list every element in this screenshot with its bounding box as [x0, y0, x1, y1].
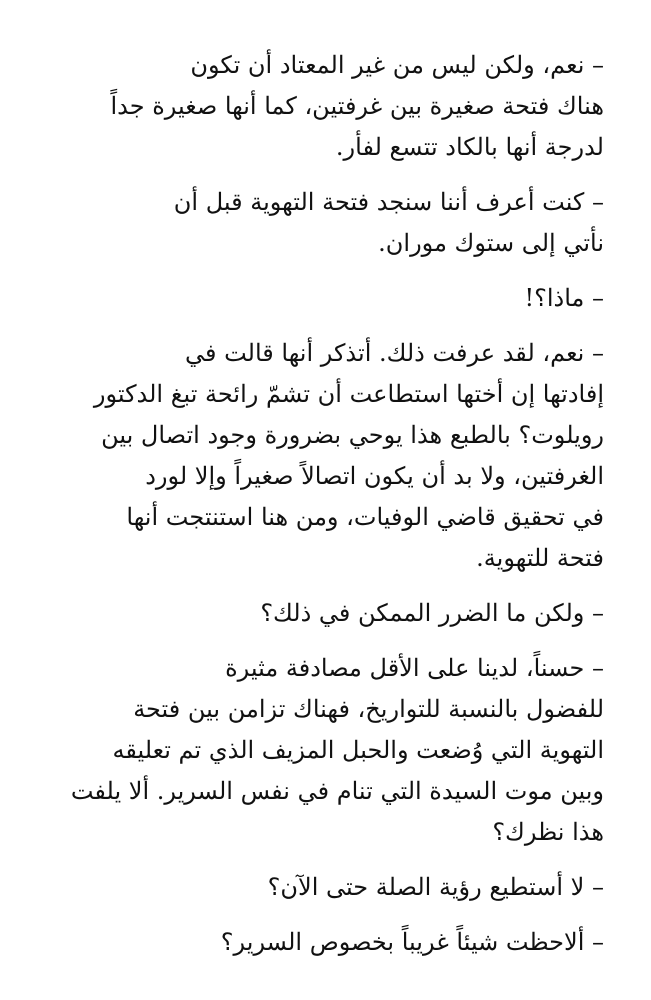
- text-line: فتحة للتهوية.: [476, 544, 604, 572]
- text-line: الغرفتين، ولا بد أن يكون اتصالاً صغيراً وإلا لورد: [145, 462, 604, 490]
- paragraph-3: [56, 278, 604, 319]
- paragraph-7: [56, 867, 604, 908]
- paragraph-5: [56, 593, 604, 634]
- paragraph-1: [56, 45, 604, 168]
- text-line: هذا نظرك؟: [492, 818, 604, 846]
- paragraph-2: [56, 182, 604, 264]
- text-line: – ماذا؟!: [524, 284, 604, 312]
- text-line: للفضول بالنسبة للتواريخ، فهناك تزامن بين فتحة: [133, 695, 604, 723]
- text-line: – كنت أعرف أننا سنجد فتحة التهوية قبل أن: [173, 188, 604, 216]
- text-line: لدرجة أنها بالكاد تتسع لفأر.: [335, 133, 604, 161]
- text-line: التهوية التي وُضعت والحبل المزيف الذي تم تعليقه: [112, 736, 604, 764]
- text-line: وبين موت السيدة التي تنام في نفس السرير. ألا يلفت: [70, 777, 604, 805]
- text-line: – نعم، لقد عرفت ذلك. أتذكر أنها قالت في: [185, 339, 604, 367]
- text-line: في تحقيق قاضي الوفيات، ومن هنا استنتجت أنها: [126, 503, 604, 531]
- text-line: – لا أستطيع رؤية الصلة حتى الآن؟: [267, 873, 604, 901]
- paragraph-6: [56, 648, 604, 853]
- text-line: – ألاحظت شيئاً غريباً بخصوص السرير؟: [220, 928, 604, 956]
- text-line: نأتي إلى ستوك موران.: [378, 229, 604, 257]
- text-line: إفادتها إن أختها استطاعت أن تشمّ رائحة تبغ الدكتور: [93, 380, 604, 408]
- paragraph-4: [56, 333, 604, 579]
- text-line: هناك فتحة صغيرة بين غرفتين، كما أنها صغيرة جداً: [110, 92, 604, 120]
- text-line: رويلوت؟ بالطبع هذا يوحي بضرورة وجود اتصال بين: [101, 421, 604, 449]
- text-line: – نعم، ولكن ليس من غير المعتاد أن تكون: [190, 51, 604, 79]
- text-line: – حسناً، لدينا على الأقل مصادفة مثيرة: [225, 654, 604, 682]
- text-line: – ولكن ما الضرر الممكن في ذلك؟: [260, 599, 604, 627]
- paragraph-8: [56, 922, 604, 963]
- book-page: [56, 45, 604, 977]
